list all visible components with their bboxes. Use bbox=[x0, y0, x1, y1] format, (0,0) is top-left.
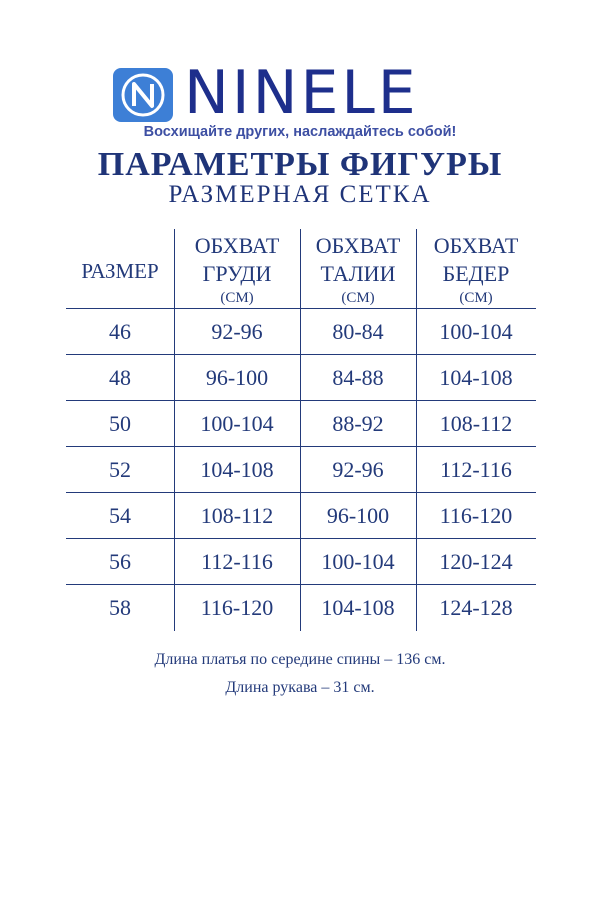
header-waist-line2: ТАЛИИ bbox=[320, 261, 396, 286]
page-title: ПАРАМЕТРЫ ФИГУРЫ bbox=[97, 146, 503, 183]
table-row bbox=[66, 308, 536, 354]
cell-chest: 104-108 bbox=[200, 457, 274, 482]
table-header bbox=[66, 229, 536, 308]
note-sleeve-length: Длина рукава – 31 см. bbox=[225, 679, 375, 696]
table-row bbox=[66, 492, 536, 538]
cell-waist: 104-108 bbox=[321, 595, 395, 620]
header-chest-line2: ГРУДИ bbox=[202, 261, 272, 286]
brand-header bbox=[0, 58, 600, 128]
table-row bbox=[66, 446, 536, 492]
header-waist-unit: (СМ) bbox=[341, 290, 375, 306]
header-chest-line1: ОБХВАТ bbox=[194, 233, 280, 258]
cell-waist: 92-96 bbox=[332, 457, 384, 482]
table-row bbox=[66, 354, 536, 400]
cell-chest: 100-104 bbox=[200, 411, 274, 436]
header-chest bbox=[174, 229, 300, 308]
header-chest-unit: (СМ) bbox=[220, 290, 254, 306]
cell-hips: 104-108 bbox=[439, 365, 513, 390]
cell-hips: 112-116 bbox=[440, 457, 512, 482]
cell-size: 54 bbox=[109, 503, 131, 528]
header-hips-unit: (СМ) bbox=[459, 290, 493, 306]
cell-size: 48 bbox=[109, 365, 131, 390]
table-row bbox=[66, 584, 536, 630]
note-dress-length: Длина платья по середине спины – 136 см. bbox=[154, 651, 446, 668]
cell-hips: 100-104 bbox=[439, 319, 513, 344]
cell-size: 58 bbox=[109, 595, 131, 620]
header-hips bbox=[416, 229, 536, 308]
table-row bbox=[66, 538, 536, 584]
cell-waist: 84-88 bbox=[332, 365, 384, 390]
cell-chest: 116-120 bbox=[200, 595, 274, 620]
cell-hips: 116-120 bbox=[439, 503, 513, 528]
n-circle-logo-icon bbox=[113, 68, 173, 122]
page-subtitle: РАЗМЕРНАЯ СЕТКА bbox=[168, 181, 432, 208]
size-chart-table bbox=[66, 229, 536, 630]
header-waist-line1: ОБХВАТ bbox=[315, 233, 401, 258]
cell-waist: 80-84 bbox=[332, 319, 384, 344]
brand-slogan: Восхищайте других, наслаждайтесь собой! bbox=[143, 124, 457, 140]
header-hips-line1: ОБХВАТ bbox=[433, 233, 519, 258]
cell-size: 46 bbox=[109, 319, 131, 344]
header-hips-line2: БЕДЕР bbox=[442, 261, 510, 286]
cell-waist: 96-100 bbox=[326, 503, 390, 528]
header-size-label: РАЗМЕР bbox=[81, 259, 159, 283]
cell-hips: 120-124 bbox=[439, 549, 513, 574]
cell-chest: 112-116 bbox=[201, 549, 273, 574]
header-size bbox=[66, 229, 174, 308]
cell-hips: 124-128 bbox=[439, 595, 513, 620]
brand-name: NINELE bbox=[184, 58, 419, 128]
header-waist bbox=[300, 229, 416, 308]
garment-notes bbox=[0, 648, 600, 704]
cell-hips: 108-112 bbox=[439, 411, 513, 436]
cell-size: 50 bbox=[109, 411, 131, 436]
cell-chest: 96-100 bbox=[205, 365, 269, 390]
cell-chest: 108-112 bbox=[200, 503, 274, 528]
table-row bbox=[66, 400, 536, 446]
cell-chest: 92-96 bbox=[211, 319, 263, 344]
cell-waist: 100-104 bbox=[321, 549, 395, 574]
cell-size: 52 bbox=[109, 457, 131, 482]
cell-waist: 88-92 bbox=[332, 411, 384, 436]
cell-size: 56 bbox=[109, 549, 131, 574]
